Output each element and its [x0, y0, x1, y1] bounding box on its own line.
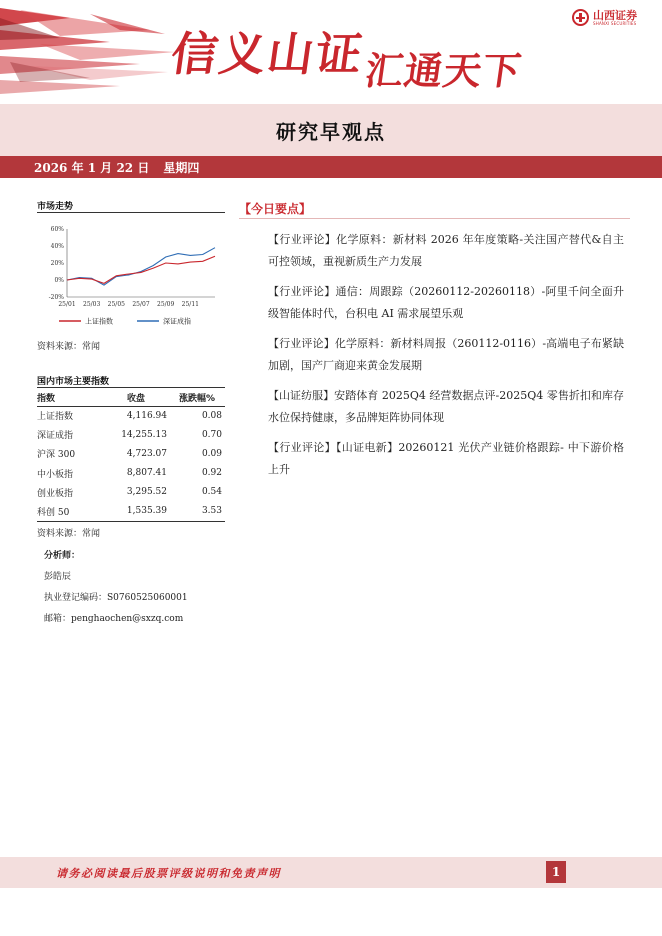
highlight-item: 【行业评论】【山证电新】20260121 光伏产业链价格跟踪- 中下游价格上升	[268, 441, 624, 476]
x-tick-label: 25/11	[181, 301, 199, 308]
highlight-item: 【山证纺服】安踏体育 2025Q4 经营数据点评-2025Q4 零售折扣和库存水位保持健康，多品牌矩阵协同体现	[268, 389, 624, 424]
slogan-part2: 汇通天下	[362, 49, 525, 93]
analyst-label: 分析师：	[44, 551, 81, 561]
index-change: 0.70	[201, 429, 222, 440]
footer	[0, 857, 662, 888]
chart-source: 资料来源：常闻	[37, 342, 101, 352]
logo-en-text: SHANXI SECURITIES	[593, 20, 637, 26]
divider	[239, 218, 630, 219]
index-change: 0.09	[201, 448, 222, 459]
x-tick-label: 25/05	[107, 301, 125, 308]
report-date: 2026 年 1 月 22 日	[34, 160, 150, 175]
y-tick-label: 20%	[50, 260, 64, 267]
divider	[37, 387, 225, 388]
x-tick-label: 25/07	[132, 301, 150, 308]
index-close: 1,535.39	[103, 502, 167, 521]
today-highlights-heading: 【今日要点】	[239, 202, 312, 216]
index-name: 沪深 300	[37, 450, 76, 461]
report-weekday: 星期四	[163, 160, 200, 175]
index-close: 14,255.13	[121, 429, 167, 440]
company-logo	[572, 9, 637, 26]
highlights-list	[268, 229, 624, 489]
index-close: 4,723.07	[126, 448, 167, 459]
index-close: 4,116.94	[126, 410, 167, 421]
legend-label: 上证指数	[85, 317, 113, 326]
logo-mark-icon	[572, 9, 589, 26]
y-tick-label: -20%	[48, 294, 64, 301]
title-bar	[0, 104, 662, 156]
indices-table	[37, 389, 225, 522]
index-close: 3,295.52	[126, 487, 167, 498]
x-tick-label: 25/09	[157, 301, 175, 308]
analyst-email: 邮箱：penghaochen@sxzq.com	[44, 614, 184, 624]
table-row	[37, 444, 225, 463]
table-row	[37, 464, 225, 483]
column-header-change: 涨跌幅%	[167, 389, 225, 406]
date-bar	[0, 156, 662, 178]
arrow-pattern-graphic	[0, 8, 175, 94]
index-name: 创业板指	[37, 488, 74, 499]
slogan-part1: 信义山证	[167, 27, 368, 81]
x-tick-label: 25/03	[83, 301, 101, 308]
report-title: 研究早观点	[276, 119, 386, 144]
table-row	[37, 406, 225, 425]
logo-cn-text: 山西证券	[593, 8, 637, 22]
index-change: 0.92	[201, 468, 222, 479]
divider	[37, 212, 225, 213]
index-change: 0.08	[201, 410, 222, 421]
index-name: 上证指数	[37, 412, 74, 423]
analyst-name: 彭皓辰	[44, 572, 72, 582]
disclaimer-text: 请务必阅读最后股票评级说明和免责声明	[56, 867, 281, 880]
table-row	[37, 502, 225, 521]
table-row	[37, 425, 225, 444]
index-name: 深证成指	[37, 431, 74, 442]
highlight-item: 【行业评论】通信：周跟踪（20260112-20260118）-阿里千问全面升级智能体时代，台积电 AI 需求展望乐观	[268, 285, 624, 320]
y-tick-label: 40%	[50, 243, 64, 250]
header-banner	[0, 0, 662, 104]
index-change: 0.54	[201, 487, 222, 498]
column-header-close: 收盘	[103, 389, 167, 406]
table-source: 资料来源：常闻	[37, 529, 101, 539]
y-tick-label: 0%	[54, 277, 64, 284]
index-change: 3.53	[167, 502, 225, 521]
analyst-cert: 执业登记编码：S0760525060001	[44, 593, 188, 603]
highlight-item: 【行业评论】化学原料：新材料 2026 年年度策略-关注国产替代&自主可控领域，重视新质生产力发展	[268, 233, 624, 268]
series-line-shenzhen	[67, 248, 215, 285]
page-number: 1	[546, 861, 566, 883]
index-name: 科创 50	[37, 502, 103, 521]
market-trend-heading: 市场走势	[37, 202, 74, 212]
index-name: 中小板指	[37, 469, 74, 480]
x-tick-label: 25/01	[58, 301, 76, 308]
legend-label: 深证成指	[163, 317, 191, 326]
indices-heading: 国内市场主要指数	[37, 377, 110, 387]
market-trend-chart	[37, 218, 225, 336]
table-row	[37, 483, 225, 502]
highlight-item: 【行业评论】化学原料：新材料周报（260112-0116）-高端电子布紧缺加剧，国产厂商迎来黄金发展期	[268, 337, 624, 372]
series-line-shanghai	[67, 256, 215, 283]
index-close: 8,807.41	[126, 468, 167, 479]
y-tick-label: 60%	[50, 226, 64, 233]
column-header-index: 指数	[37, 389, 103, 406]
